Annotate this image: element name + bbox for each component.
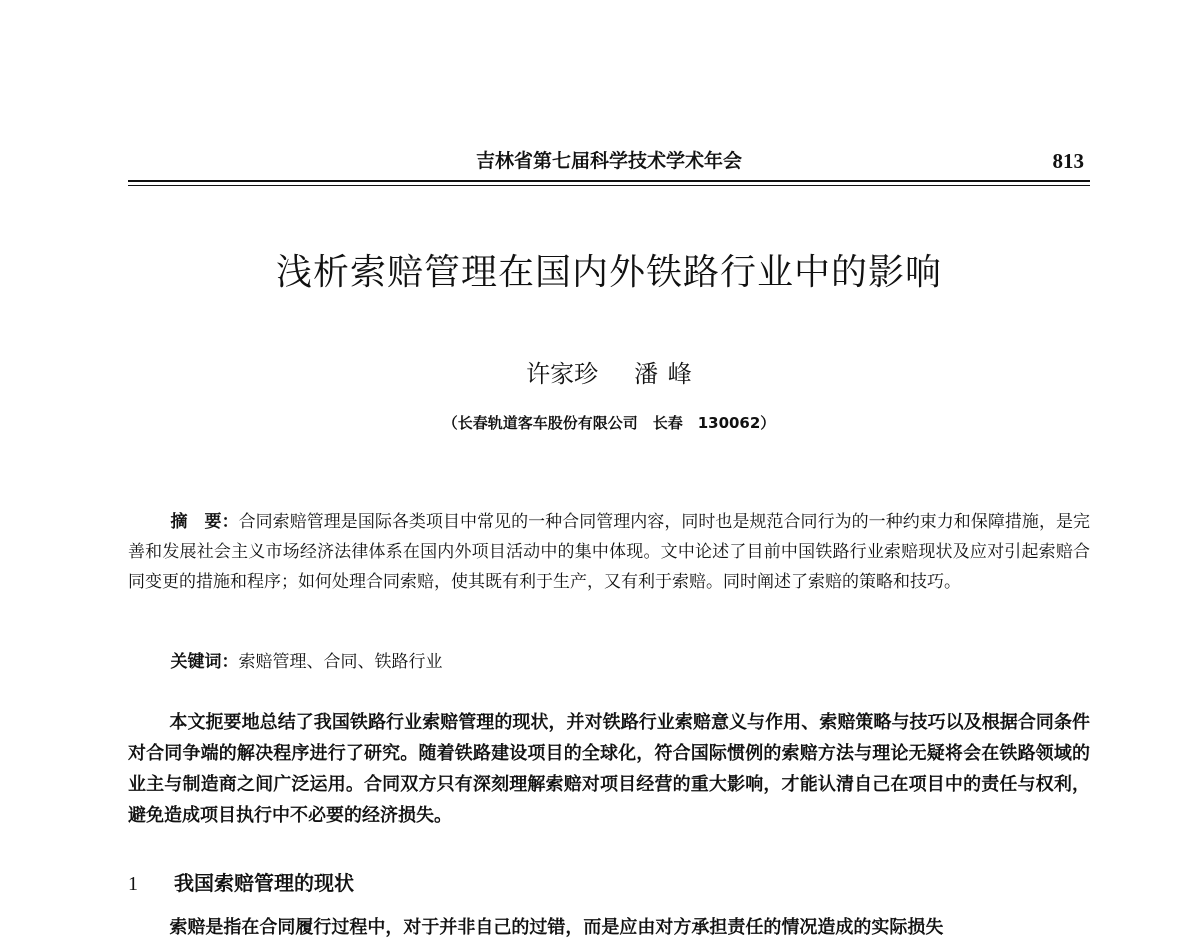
page-number: 813 (1052, 149, 1084, 173)
intro-paragraph: 本文扼要地总结了我国铁路行业索赔管理的现状，并对铁路行业索赔意义与作用、索赔策略与技巧以及根据合同条件对合同争端的解决程序进行了研究。随着铁路建设项目的全球化，符合国际惯例的索赔方法与理论无疑将会在铁路领域的业主与制造商之间广泛运用。合同双方只有深刻理解索赔对项目经营的重大影响，才能认清自己在项目中的责任与权利，避免造成项目执行中不必要的经济损失。 (128, 712, 1090, 826)
abstract (128, 507, 1090, 597)
section-title: 我国索赔管理的现状 (174, 871, 354, 895)
abstract-label: 摘 要： (170, 512, 239, 532)
header-rule-thin (128, 185, 1090, 186)
journal-name: 吉林省第七届科学技术学术年会 (475, 150, 742, 172)
header-rule-thick (128, 180, 1090, 182)
keywords-text: 索赔管理、合同、铁路行业 (238, 652, 443, 672)
author-name: 潘 峰 (634, 360, 692, 388)
running-header (128, 146, 1090, 176)
section-number: 1 (128, 873, 138, 895)
section-heading (128, 868, 1090, 899)
abstract-text: 合同索赔管理是国际各类项目中常见的一种合同管理内容，同时也是规范合同行为的一种约束力和保障措施，是完善和发展社会主义市场经济法律体系在国内外项目活动中的集中体现。文中论述了目前中国铁路行业索赔现状及应对引起索赔合同变更的措施和程序；如何处理合同索赔，使其既有利于生产，又有利于索赔。同时阐述了索赔的策略和技巧。 (128, 512, 1091, 592)
author-name: 许家珍 (526, 360, 599, 388)
affiliation: （长春轨道客车股份有限公司 长春 130062） (442, 414, 776, 432)
keywords-label: 关键词： (170, 652, 239, 672)
author-list (128, 356, 1090, 392)
paper-title: 浅析索赔管理在国内外铁路行业中的影响 (275, 252, 942, 293)
section-body-text: 索赔是指在合同履行过程中，对于并非自己的过错，而是应由对方承担责任的情况造成的实际损失 (169, 917, 944, 938)
keywords (128, 647, 1090, 677)
